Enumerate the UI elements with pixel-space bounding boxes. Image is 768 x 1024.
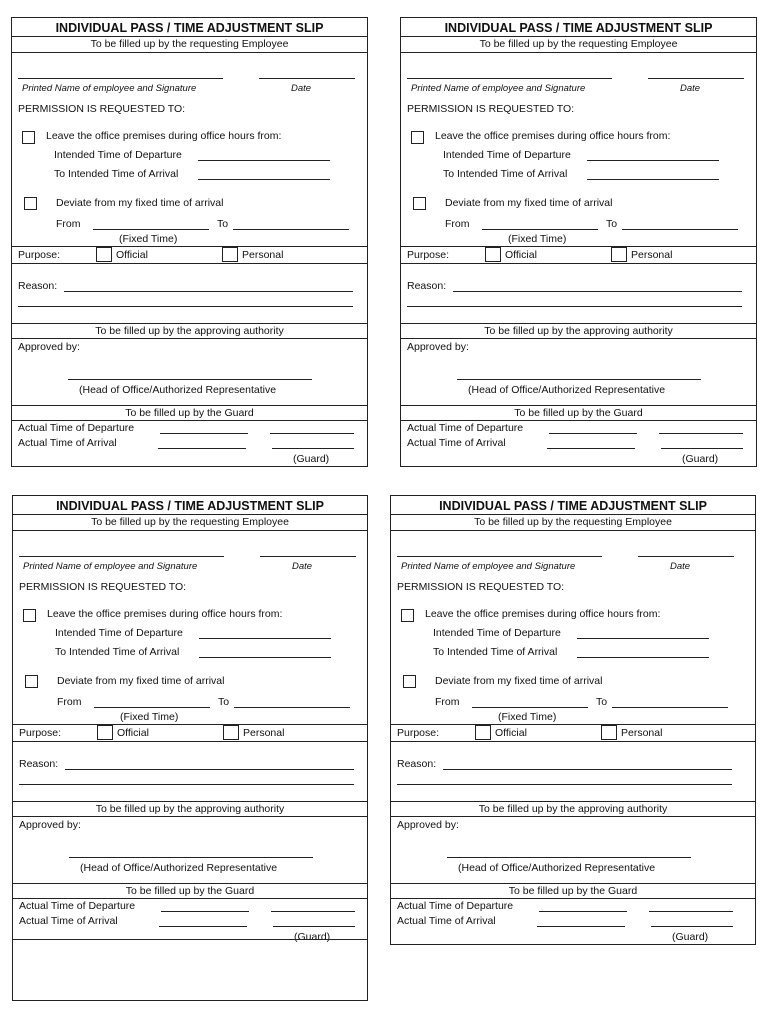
actual-departure-guard-line[interactable] — [649, 911, 733, 912]
divider — [391, 816, 755, 817]
deviate-option-label: Deviate from my fixed time of arrival — [57, 675, 225, 687]
reason-line-2[interactable] — [397, 784, 732, 785]
divider — [401, 36, 756, 37]
divider — [401, 405, 756, 406]
official-label: Official — [116, 249, 148, 261]
actual-arrival-line[interactable] — [547, 448, 635, 449]
divider — [13, 816, 367, 817]
arrival-label: To Intended Time of Arrival — [443, 168, 568, 180]
reason-line-2[interactable] — [407, 306, 742, 307]
date-line[interactable] — [260, 556, 356, 557]
divider — [13, 801, 367, 802]
approver-signature-line[interactable] — [457, 379, 701, 380]
departure-line[interactable] — [198, 160, 330, 161]
arrival-label: To Intended Time of Arrival — [433, 646, 558, 658]
actual-arrival-guard-line[interactable] — [651, 926, 733, 927]
approver-signature-line[interactable] — [69, 857, 313, 858]
leave-office-checkbox[interactable] — [401, 609, 414, 622]
guard-label: (Guard) — [293, 453, 330, 465]
actual-departure-guard-line[interactable] — [271, 911, 355, 912]
approver-header: To be filled up by the approving authority — [478, 803, 668, 815]
official-checkbox[interactable] — [485, 247, 501, 262]
to-label: To — [596, 696, 608, 708]
actual-arrival-label: Actual Time of Arrival — [407, 437, 506, 449]
slip-bottom-right — [390, 495, 756, 945]
divider — [401, 263, 756, 264]
personal-checkbox[interactable] — [223, 725, 239, 740]
to-label: To — [217, 218, 229, 230]
divider — [401, 246, 756, 247]
divider — [13, 724, 367, 725]
requester-header: To be filled up by the requesting Employee — [90, 38, 289, 50]
deviate-checkbox[interactable] — [413, 197, 426, 210]
approved-by-label: Approved by: — [407, 341, 469, 353]
name-signature-label: Printed Name of employee and Signature — [401, 561, 576, 572]
divider — [391, 514, 755, 515]
leave-office-checkbox[interactable] — [22, 131, 35, 144]
to-line[interactable] — [622, 229, 738, 230]
reason-label: Reason: — [397, 758, 437, 770]
approver-header: To be filled up by the approving authority — [484, 325, 673, 337]
actual-arrival-line[interactable] — [537, 926, 625, 927]
leave-option-label: Leave the office premises during office hours from: — [46, 130, 282, 142]
divider — [401, 420, 756, 421]
actual-arrival-label: Actual Time of Arrival — [18, 437, 117, 449]
actual-departure-guard-line[interactable] — [659, 433, 743, 434]
divider — [13, 514, 367, 515]
leave-office-checkbox[interactable] — [411, 131, 424, 144]
guard-label: (Guard) — [682, 453, 719, 465]
name-signature-label: Printed Name of employee and Signature — [22, 83, 197, 94]
actual-departure-line[interactable] — [549, 433, 637, 434]
requester-header: To be filled up by the requesting Employee — [474, 516, 672, 528]
requester-header: To be filled up by the requesting Employee — [479, 38, 678, 50]
actual-departure-line[interactable] — [539, 911, 627, 912]
leave-option-label: Leave the office premises during office hours from: — [47, 608, 283, 620]
divider — [13, 939, 367, 940]
approved-by-label: Approved by: — [18, 341, 80, 353]
arrival-label: To Intended Time of Arrival — [54, 168, 179, 180]
actual-departure-label: Actual Time of Departure — [19, 900, 136, 912]
from-line[interactable] — [482, 229, 598, 230]
arrival-line[interactable] — [198, 179, 330, 180]
departure-line[interactable] — [587, 160, 719, 161]
actual-arrival-label: Actual Time of Arrival — [397, 915, 496, 927]
to-label: To — [218, 696, 230, 708]
actual-arrival-guard-line[interactable] — [272, 448, 354, 449]
slip-title: INDIVIDUAL PASS / TIME ADJUSTMENT SLIP — [55, 21, 324, 35]
actual-arrival-guard-line[interactable] — [273, 926, 355, 927]
divider — [12, 246, 367, 247]
deviate-checkbox[interactable] — [25, 675, 38, 688]
divider — [391, 724, 755, 725]
reason-label: Reason: — [18, 280, 58, 292]
to-line[interactable] — [612, 707, 728, 708]
from-line[interactable] — [94, 707, 210, 708]
divider — [391, 530, 755, 531]
reason-line-1[interactable] — [65, 769, 354, 770]
reason-label: Reason: — [19, 758, 59, 770]
actual-departure-line[interactable] — [160, 433, 248, 434]
fixed-time-label: (Fixed Time) — [508, 233, 567, 245]
departure-label: Intended Time of Departure — [54, 149, 182, 161]
date-line[interactable] — [648, 78, 744, 79]
reason-line-2[interactable] — [19, 784, 354, 785]
personal-checkbox[interactable] — [222, 247, 238, 262]
divider — [12, 420, 367, 421]
guard-header: To be filled up by the Guard — [508, 885, 638, 897]
actual-arrival-line[interactable] — [158, 448, 246, 449]
personal-label: Personal — [621, 727, 663, 739]
departure-label: Intended Time of Departure — [443, 149, 571, 161]
from-label: From — [435, 696, 460, 708]
divider — [12, 52, 367, 53]
actual-departure-guard-line[interactable] — [270, 433, 354, 434]
fixed-time-label: (Fixed Time) — [120, 711, 179, 723]
arrival-line[interactable] — [587, 179, 719, 180]
purpose-label: Purpose: — [407, 249, 450, 261]
to-label: To — [606, 218, 618, 230]
official-checkbox[interactable] — [96, 247, 112, 262]
divider — [401, 52, 756, 53]
leave-option-label: Leave the office premises during office hours from: — [435, 130, 671, 142]
guard-header: To be filled up by the Guard — [125, 885, 255, 897]
fixed-time-label: (Fixed Time) — [498, 711, 557, 723]
head-of-office-label: (Head of Office/Authorized Representative — [79, 384, 277, 396]
deviate-checkbox[interactable] — [24, 197, 37, 210]
date-label: Date — [291, 83, 312, 94]
official-label: Official — [495, 727, 527, 739]
slip-title: INDIVIDUAL PASS / TIME ADJUSTMENT SLIP — [444, 21, 713, 35]
divider — [13, 883, 367, 884]
name-signature-line[interactable] — [407, 78, 612, 79]
permission-label: PERMISSION IS REQUESTED TO: — [407, 103, 575, 115]
from-line[interactable] — [93, 229, 209, 230]
name-signature-line[interactable] — [18, 78, 223, 79]
guard-label: (Guard) — [294, 931, 331, 943]
actual-departure-label: Actual Time of Departure — [407, 422, 524, 434]
deviate-option-label: Deviate from my fixed time of arrival — [445, 197, 613, 209]
purpose-label: Purpose: — [18, 249, 61, 261]
guard-label: (Guard) — [672, 931, 709, 943]
official-checkbox[interactable] — [97, 725, 113, 740]
approver-signature-line[interactable] — [68, 379, 312, 380]
name-signature-label: Printed Name of employee and Signature — [23, 561, 198, 572]
approver-header: To be filled up by the approving authority — [95, 803, 285, 815]
divider — [12, 36, 367, 37]
from-label: From — [445, 218, 470, 230]
deviate-option-label: Deviate from my fixed time of arrival — [56, 197, 224, 209]
from-label: From — [57, 696, 82, 708]
name-signature-label: Printed Name of employee and Signature — [411, 83, 586, 94]
divider — [12, 405, 367, 406]
name-signature-line[interactable] — [397, 556, 602, 557]
actual-arrival-line[interactable] — [159, 926, 247, 927]
departure-line[interactable] — [199, 638, 331, 639]
official-checkbox[interactable] — [475, 725, 491, 740]
approved-by-label: Approved by: — [19, 819, 81, 831]
divider — [13, 530, 367, 531]
date-label: Date — [292, 561, 313, 572]
permission-label: PERMISSION IS REQUESTED TO: — [19, 581, 187, 593]
from-line[interactable] — [472, 707, 588, 708]
actual-arrival-guard-line[interactable] — [661, 448, 743, 449]
approver-signature-line[interactable] — [447, 857, 691, 858]
slip-bottom-left — [12, 495, 368, 1001]
guard-header: To be filled up by the Guard — [514, 407, 643, 419]
arrival-line[interactable] — [577, 657, 709, 658]
personal-label: Personal — [242, 249, 284, 261]
divider — [401, 338, 756, 339]
divider — [391, 898, 755, 899]
to-line[interactable] — [233, 229, 349, 230]
personal-checkbox[interactable] — [601, 725, 617, 740]
approved-by-label: Approved by: — [397, 819, 459, 831]
reason-line-1[interactable] — [64, 291, 353, 292]
divider — [391, 801, 755, 802]
arrival-label: To Intended Time of Arrival — [55, 646, 180, 658]
actual-arrival-label: Actual Time of Arrival — [19, 915, 118, 927]
date-label: Date — [680, 83, 701, 94]
personal-label: Personal — [243, 727, 285, 739]
permission-label: PERMISSION IS REQUESTED TO: — [18, 103, 186, 115]
date-line[interactable] — [638, 556, 734, 557]
departure-label: Intended Time of Departure — [55, 627, 183, 639]
head-of-office-label: (Head of Office/Authorized Representative — [80, 862, 278, 874]
slip-title: INDIVIDUAL PASS / TIME ADJUSTMENT SLIP — [56, 499, 324, 513]
from-label: From — [56, 218, 81, 230]
personal-label: Personal — [631, 249, 673, 261]
reason-line-2[interactable] — [18, 306, 353, 307]
actual-departure-label: Actual Time of Departure — [18, 422, 135, 434]
departure-label: Intended Time of Departure — [433, 627, 561, 639]
slip-top-right — [400, 17, 757, 467]
requester-header: To be filled up by the requesting Employee — [91, 516, 289, 528]
divider — [12, 338, 367, 339]
divider — [13, 898, 367, 899]
head-of-office-label: (Head of Office/Authorized Representative — [468, 384, 666, 396]
official-label: Official — [117, 727, 149, 739]
leave-option-label: Leave the office premises during office hours from: — [425, 608, 661, 620]
name-signature-line[interactable] — [19, 556, 224, 557]
leave-office-checkbox[interactable] — [23, 609, 36, 622]
divider — [391, 883, 755, 884]
approver-header: To be filled up by the approving authority — [95, 325, 284, 337]
date-line[interactable] — [259, 78, 355, 79]
deviate-checkbox[interactable] — [403, 675, 416, 688]
official-label: Official — [505, 249, 537, 261]
deviate-option-label: Deviate from my fixed time of arrival — [435, 675, 603, 687]
permission-label: PERMISSION IS REQUESTED TO: — [397, 581, 565, 593]
reason-line-1[interactable] — [443, 769, 732, 770]
purpose-label: Purpose: — [19, 727, 62, 739]
divider — [13, 741, 367, 742]
divider — [12, 263, 367, 264]
reason-label: Reason: — [407, 280, 447, 292]
divider — [401, 323, 756, 324]
actual-departure-label: Actual Time of Departure — [397, 900, 514, 912]
divider — [391, 741, 755, 742]
purpose-label: Purpose: — [397, 727, 440, 739]
departure-line[interactable] — [577, 638, 709, 639]
actual-departure-line[interactable] — [161, 911, 249, 912]
reason-line-1[interactable] — [453, 291, 742, 292]
date-label: Date — [670, 561, 691, 572]
divider — [12, 323, 367, 324]
guard-header: To be filled up by the Guard — [125, 407, 254, 419]
arrival-line[interactable] — [199, 657, 331, 658]
to-line[interactable] — [234, 707, 350, 708]
slip-title: INDIVIDUAL PASS / TIME ADJUSTMENT SLIP — [439, 499, 707, 513]
slip-top-left — [11, 17, 368, 467]
head-of-office-label: (Head of Office/Authorized Representative — [458, 862, 656, 874]
personal-checkbox[interactable] — [611, 247, 627, 262]
fixed-time-label: (Fixed Time) — [119, 233, 178, 245]
